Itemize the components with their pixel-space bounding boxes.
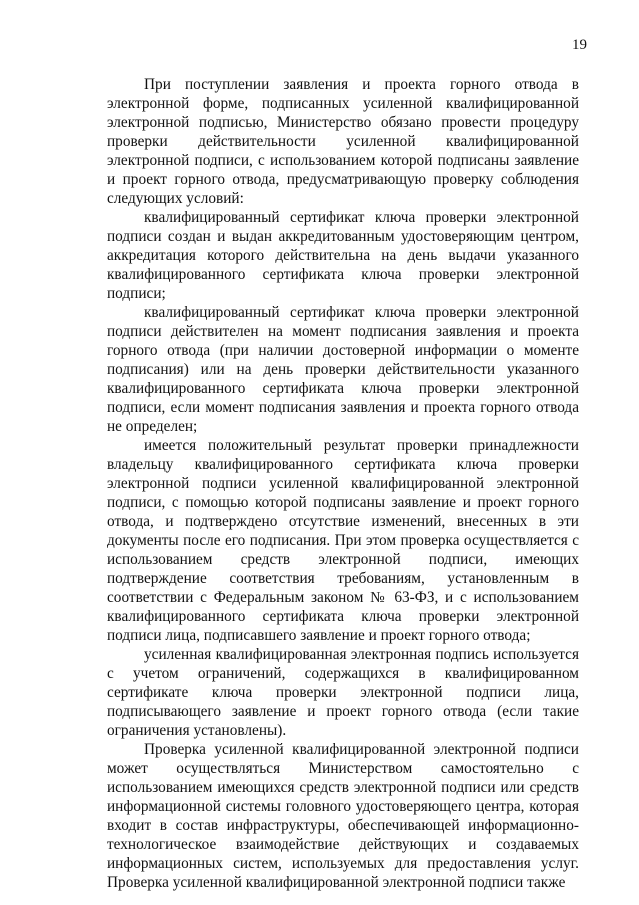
document-body — [107, 75, 579, 892]
paragraph-intro: При поступлении заявления и проекта горного отвода в электронной форме, подписанных усиленной квалифицированной электронной подписью, Министерство обязано провести процедуру проверки действительности усиленной квалифицированной электронной подписи, с использованием которой подписаны заявление и проект горного отвода, предусматривающую проверку соблюдения следующих условий: — [107, 76, 579, 207]
paragraph-condition-1: квалифицированный сертификат ключа проверки электронной подписи создан и выдан аккредитованным удостоверяющим центром, аккредитация которого действительна на день выдачи указанного квалифицированного сертификата ключа проверки электронной подписи; — [107, 209, 579, 302]
page-number: 19 — [572, 37, 587, 53]
paragraph-condition-3: имеется положительный результат проверки принадлежности владельцу квалифицированного сертификата ключа проверки электронной подписи усиленной квалифицированной электронной подписи, с помощью которой подписаны заявление и проект горного отвода, и подтверждено отсутствие изменений, внесенных в эти документы после его подписания. При этом проверка осуществляется с использованием средств электронной подписи, имеющих подтверждение соответствия требованиям, установленным в соответствии с Федеральным законом № 63-ФЗ, и с использованием квалифицированного сертификата ключа проверки электронной подписи лица, подписавшего заявление и проект горного отвода; — [107, 437, 579, 644]
paragraph-condition-4: усиленная квалифицированная электронная подпись используется с учетом ограничений, содержащихся в квалифицированном сертификате ключа проверки электронной подписи лица, подписывающего заявление и проект горного отвода (если такие ограничения установлены). — [107, 646, 579, 739]
paragraph-verification: Проверка усиленной квалифицированной электронной подписи может осуществляться Министерством самостоятельно с использованием имеющихся средств электронной подписи или средств информационной системы головного удостоверяющего центра, которая входит в состав инфраструктуры, обеспечивающей информационно-технологическое взаимодействие действующих и создаваемых информационных систем, используемых для предоставления услуг. Проверка усиленной квалифицированной электронной подписи также — [107, 741, 579, 891]
paragraph-condition-2: квалифицированный сертификат ключа проверки электронной подписи действителен на момент подписания заявления и проекта горного отвода (при наличии достоверной информации о моменте подписания) или на день проверки действительности указанного квалифицированного сертификата ключа проверки электронной подписи, если момент подписания заявления и проекта горного отвода не определен; — [107, 304, 579, 435]
